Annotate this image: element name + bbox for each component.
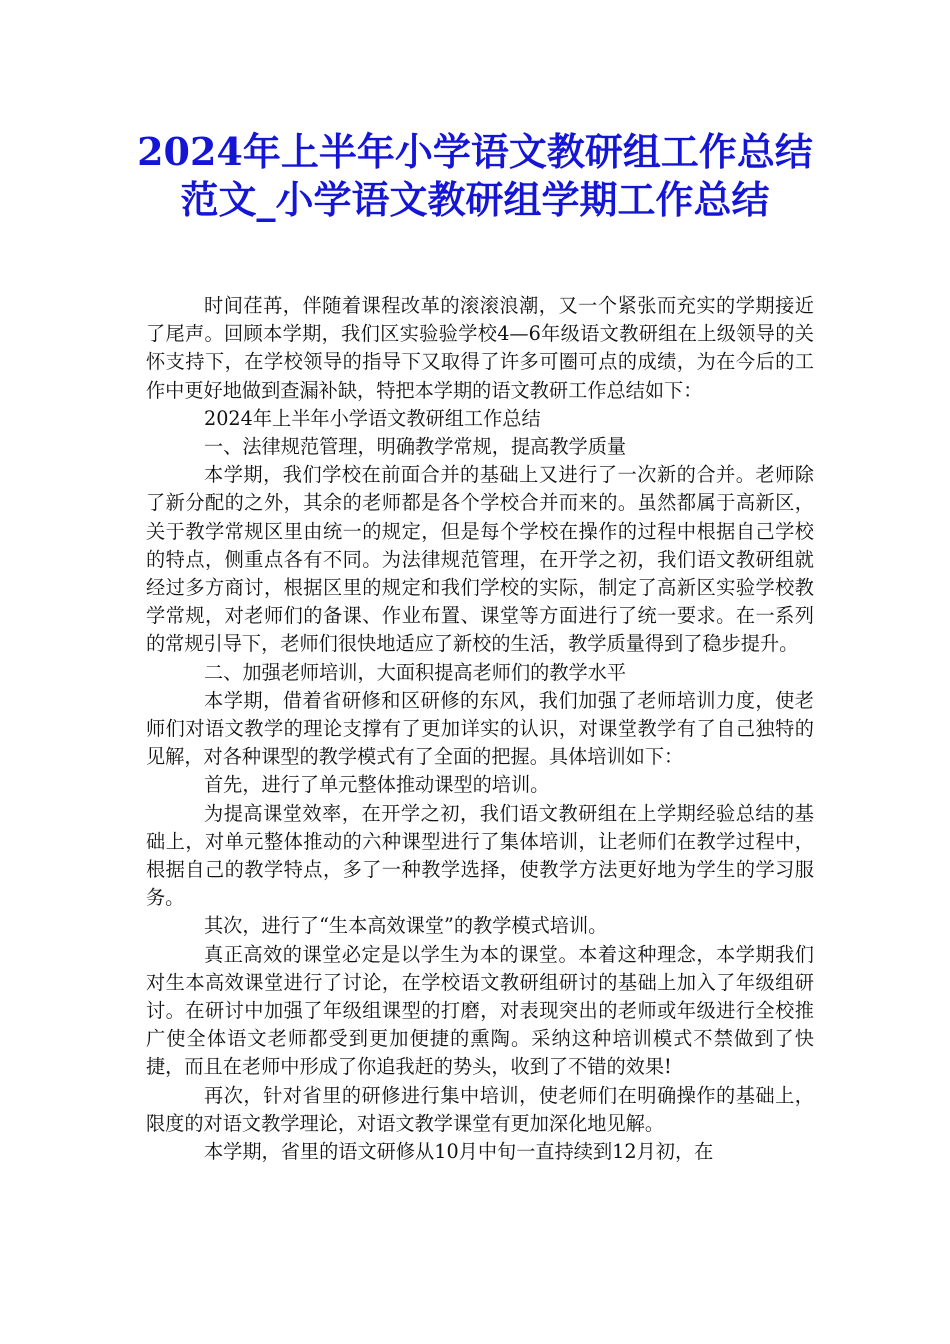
paragraph: 再次，针对省里的研修进行集中培训，使老师们在明确操作的基础上，限度的对语文教学理论，对语文教学课堂有更加深化地见解。 bbox=[146, 1083, 814, 1135]
paragraph: 本学期，借着省研修和区研修的东风，我们加强了老师培训力度，使老师们对语文教学的理论支撑有了更加详实的认识，对课堂教学有了自己独特的见解，对各种课型的教学模式有了全面的把握。具体培训如下： bbox=[146, 688, 814, 769]
document-title: 2024年上半年小学语文教研组工作总结范文_小学语文教研组学期工作总结 bbox=[137, 129, 813, 222]
section-heading-1: 一、法律规范管理，明确教学常规，提高教学质量 bbox=[204, 435, 627, 459]
paragraph: 本学期，我们学校在前面合并的基础上又进行了一次新的合并。老师除了新分配的之外，其余的老师都是各个学校合并而来的。虽然都属于高新区，关于教学常规区里由统一的规定，但是每个学校在操作的过程中根据自己学校的特点，侧重点各有不同。为法律规范管理，在开学之初，我们语文教研组就经过多方商讨，根据区里的规定和我们学校的实际，制定了高新区实验学校教学常规，对老师们的备课、作业布置、课堂等方面进行了统一要求。在一系列的常规引导下，老师们很快地适应了新校的生活，教学质量得到了稳步提升。 bbox=[146, 463, 814, 656]
paragraph-subtitle: 2024年上半年小学语文教研组工作总结 bbox=[204, 406, 541, 430]
paragraph: 本学期，省里的语文研修从10月中旬一直持续到12月初，在 bbox=[204, 1140, 714, 1164]
paragraph: 真正高效的课堂必定是以学生为本的课堂。本着这种理念，本学期我们对生本高效课堂进行了讨论，在学校语文教研组研讨的基础上加入了年级组研讨。在研讨中加强了年级组课型的打磨，对表现突出的老师或年级进行全校推广使全体语文老师都受到更加便捷的熏陶。采纳这种培训模式不禁做到了快捷，而且在老师中形成了你追我赶的势头，收到了不错的效果! bbox=[146, 942, 814, 1079]
paragraph: 其次，进行了“生本高效课堂”的教学模式培训。 bbox=[204, 914, 608, 938]
section-heading-2: 二、加强老师培训，大面积提高老师们的教学水平 bbox=[204, 660, 627, 684]
paragraph: 首先，进行了单元整体推动课型的培训。 bbox=[204, 773, 550, 797]
paragraph: 为提高课堂效率，在开学之初，我们语文教研组在上学期经验总结的基础上，对单元整体推动的六种课型进行了集体培训，让老师们在教学过程中，根据自己的教学特点，多了一种教学选择，使教学方法更好地为学生的学习服务。 bbox=[146, 801, 814, 910]
paragraph-intro: 时间荏苒，伴随着课程改革的滚滚浪潮，又一个紧张而充实的学期接近了尾声。回顾本学期，我们区实验验学校4—6年级语文教研组在上级领导的关怀支持下，在学校领导的指导下又取得了许多可圈可点的成绩，为在今后的工作中更好地做到查漏补缺，特把本学期的语文教研工作总结如下： bbox=[146, 294, 814, 402]
document-body bbox=[146, 292, 814, 1166]
